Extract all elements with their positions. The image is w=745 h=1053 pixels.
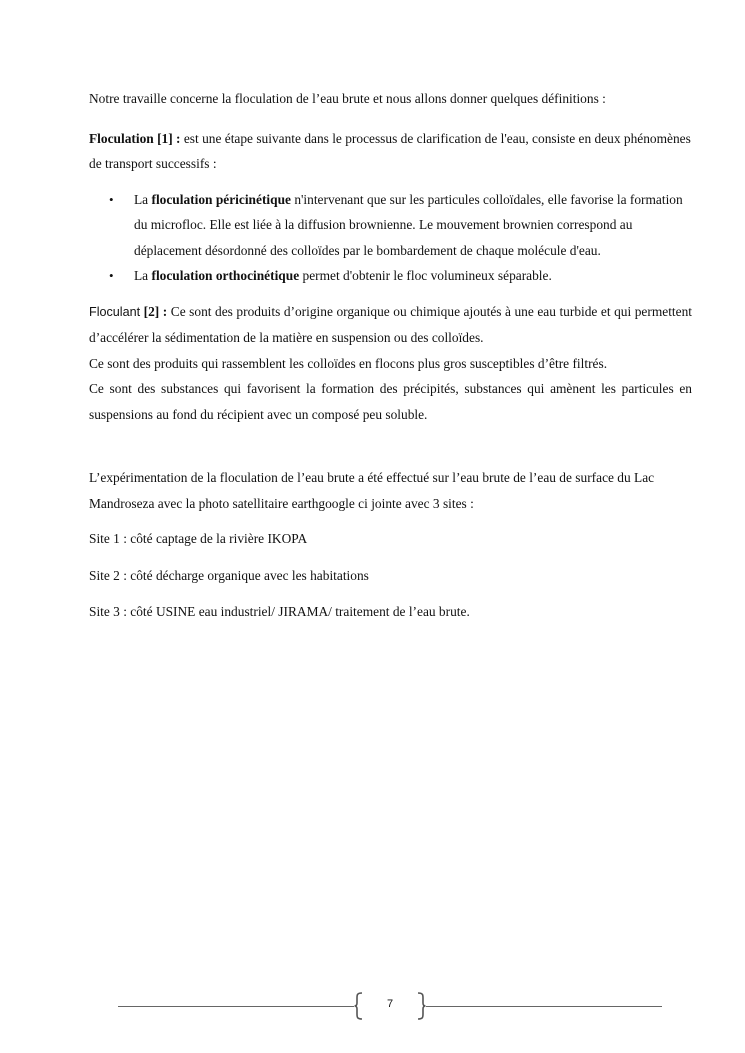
floculant-line-3: Ce sont des substances qui favorisent la formation des précipités, substances qui amènent les particules en suspensions au fond du récipient avec un composé peu soluble.: [89, 381, 692, 422]
intro-paragraph: Notre travaille concerne la floculation de l’eau brute et nous allons donner quelques définitions :: [89, 91, 606, 106]
section-spacer: [89, 427, 692, 465]
floculant-term: Floculant: [89, 304, 141, 319]
page-footer: [118, 992, 662, 1022]
floculant-line-2: Ce sont des produits qui rassemblent les colloïdes en flocons plus gros susceptibles d’être filtrés.: [89, 355, 608, 371]
footer-rule-left: [118, 1006, 354, 1007]
floculant-definition: Floculant [2] : Ce sont des produits d’origine organique ou chimique ajoutés à une eau turbide et qui permettent d’accélérer la sédimentation de la matière en suspension ou des colloïdes. Ce sont des produits qui rassemblent les colloïdes en flocons plus gros susceptibles d’être filtrés. Ce sont des substances qui favorisent la formation des précipités, substances qui amènent les particules en suspensions au fond du récipient avec un composé peu soluble.: [89, 299, 692, 428]
experimentation-paragraph: L’expérimentation de la floculation de l’eau brute a été effectué sur l’eau brute de l’eau de surface du Lac Mandroseza avec la photo satellitaire earthgoogle ci jointe avec 3 sites :: [89, 470, 655, 511]
right-bracket-icon: [416, 992, 426, 1020]
list-item: • La floculation orthocinétique permet d'obtenir le floc volumineux séparable.: [134, 263, 692, 289]
floculation-definition: [89, 126, 692, 177]
site-2: Site 2 : côté décharge organique avec les habitations: [89, 567, 369, 583]
pericinetique-term: floculation péricinétique: [151, 191, 291, 207]
floculation-text: est une étape suivante dans le processus de clarification de l'eau, consiste en deux phénomènes de transport successifs :: [89, 130, 691, 171]
page-number: 7: [386, 998, 394, 1010]
footer-rule-right: [426, 1006, 662, 1007]
site-1: Site 1 : côté captage de la rivière IKOPA: [89, 531, 308, 546]
floculation-types-list: [89, 187, 692, 289]
page-content: [89, 86, 692, 636]
floculant-ref: [2] :: [140, 303, 168, 319]
floculation-term: Floculation [1] :: [89, 130, 181, 146]
list-item: • La floculation péricinétique n'intervenant que sur les particules colloïdales, elle favorise la formation du microfloc. Elle est liée à la diffusion brownienne. Le mouvement brownien correspond au déplacement désordonné des colloïdes par le bombardement de chaque molécule d'eau.: [134, 187, 692, 264]
site-3: Site 3 : côté USINE eau industriel/ JIRAMA/ traitement de l’eau brute.: [89, 604, 470, 619]
left-bracket-icon: [354, 992, 364, 1020]
orthocinetique-term: floculation orthocinétique: [151, 268, 300, 283]
